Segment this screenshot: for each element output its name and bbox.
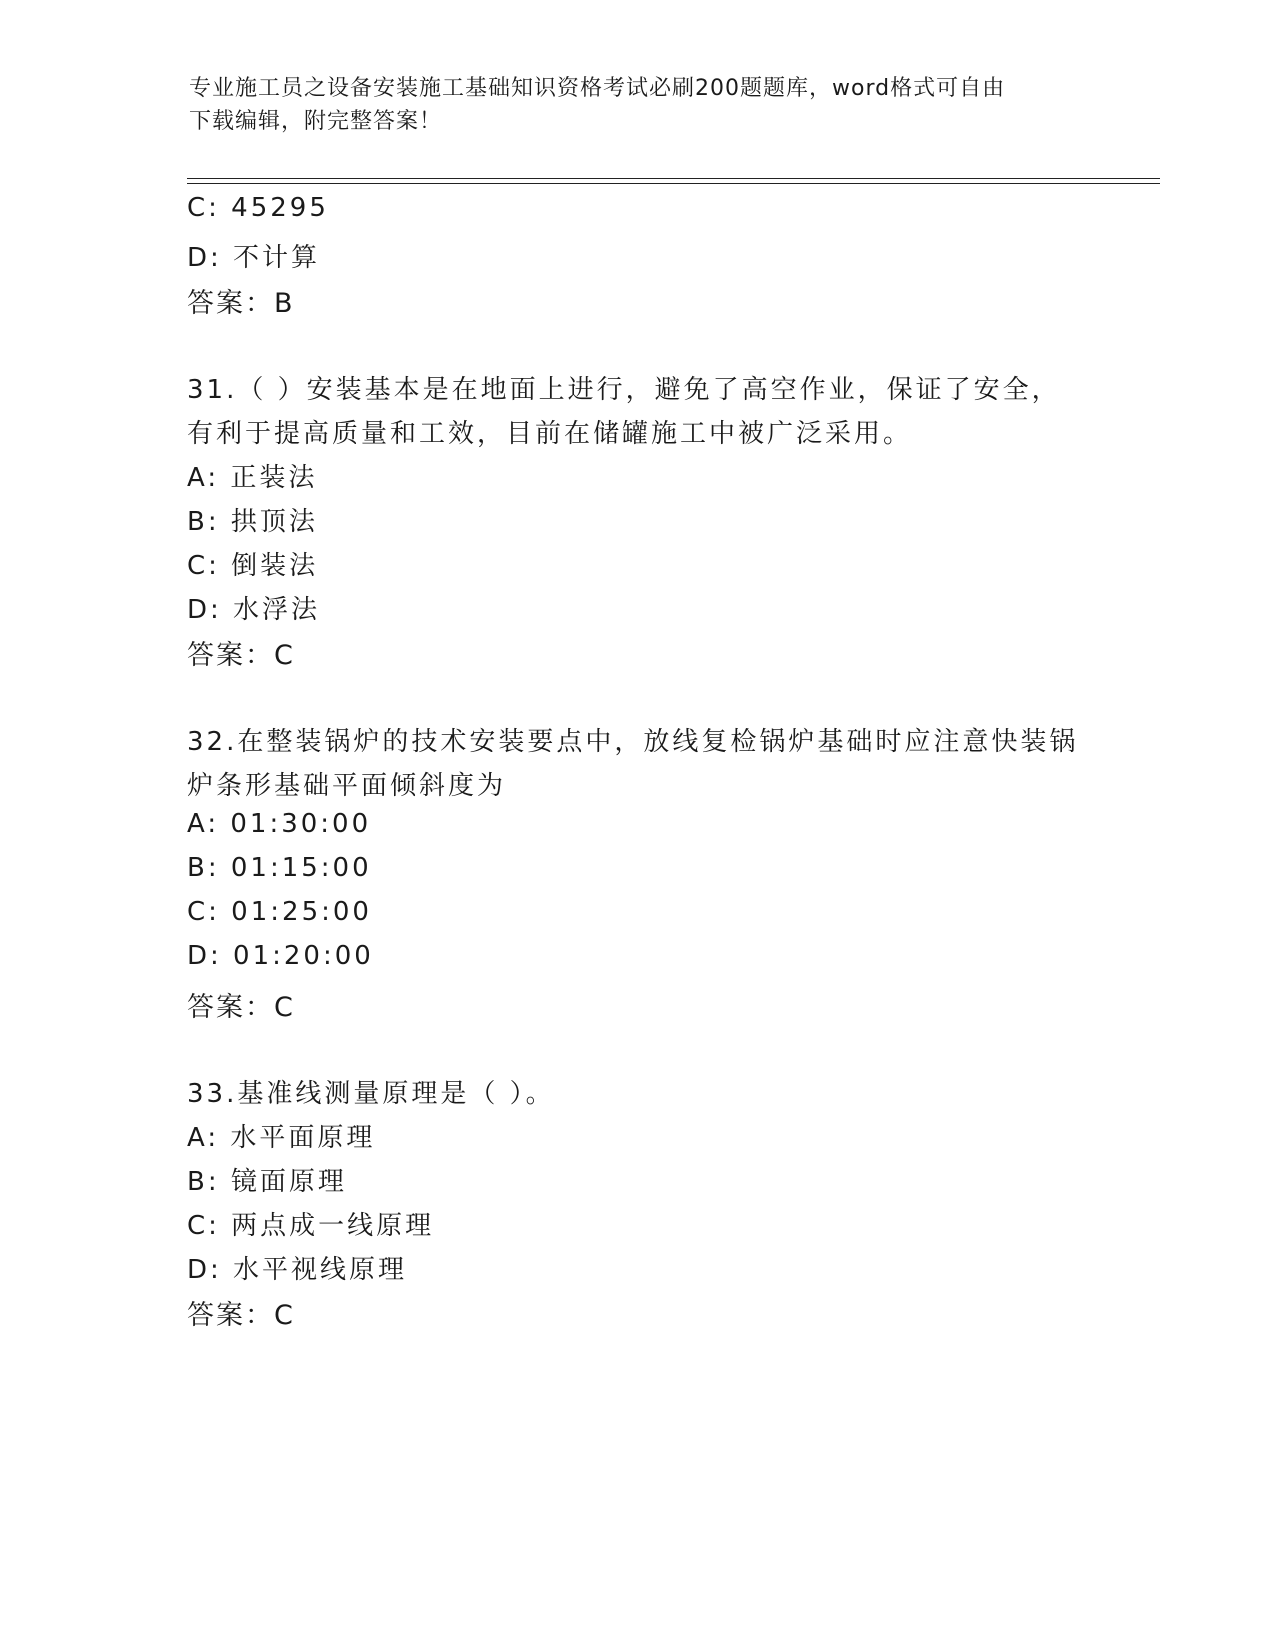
header-divider-bottom — [187, 183, 1160, 184]
prev-option-c: C: 45295 — [187, 193, 329, 223]
q31-option-c: C: 倒装法 — [187, 551, 319, 581]
q31-answer: 答案：C — [187, 640, 295, 671]
q31-option-b: B: 拱顶法 — [187, 507, 318, 537]
q31-stem-line-2: 有利于提高质量和工效，目前在储罐施工中被广泛采用。 — [187, 419, 913, 449]
q32-option-c: C: 01:25:00 — [187, 897, 372, 927]
q32-answer: 答案：C — [187, 992, 295, 1023]
q32-option-a: A: 01:30:00 — [187, 809, 372, 839]
page-header — [189, 72, 1089, 138]
q31-option-a: A: 正装法 — [187, 463, 318, 493]
prev-answer: 答案：B — [187, 288, 295, 319]
header-line-1: 专业施工员之设备安装施工基础知识资格考试必刷200题题库，word格式可自由 — [189, 76, 1006, 101]
q32-stem-line-2: 炉条形基础平面倾斜度为 — [187, 771, 507, 801]
q33-option-b: B: 镜面原理 — [187, 1167, 347, 1197]
q33-option-c: C: 两点成一线原理 — [187, 1211, 435, 1241]
header-line-2: 下载编辑，附完整答案！ — [189, 109, 443, 134]
prev-option-d: D: 不计算 — [187, 243, 321, 273]
q33-option-d: D: 水平视线原理 — [187, 1255, 408, 1285]
q32-stem-line-1: 32.在整装锅炉的技术安装要点中，放线复检锅炉基础时应注意快装锅 — [187, 727, 1079, 757]
q33-option-a: A: 水平面原理 — [187, 1123, 376, 1153]
q31-stem-line-1: 31.（ ）安装基本是在地面上进行，避免了高空作业，保证了安全， — [187, 375, 1061, 405]
q32-option-b: B: 01:15:00 — [187, 853, 372, 883]
q32-option-d: D: 01:20:00 — [187, 941, 374, 971]
q31-option-d: D: 水浮法 — [187, 595, 321, 625]
q33-stem-line-1: 33.基准线测量原理是（ ）。 — [187, 1079, 555, 1109]
header-divider-top — [187, 178, 1160, 179]
q33-answer: 答案：C — [187, 1300, 295, 1331]
